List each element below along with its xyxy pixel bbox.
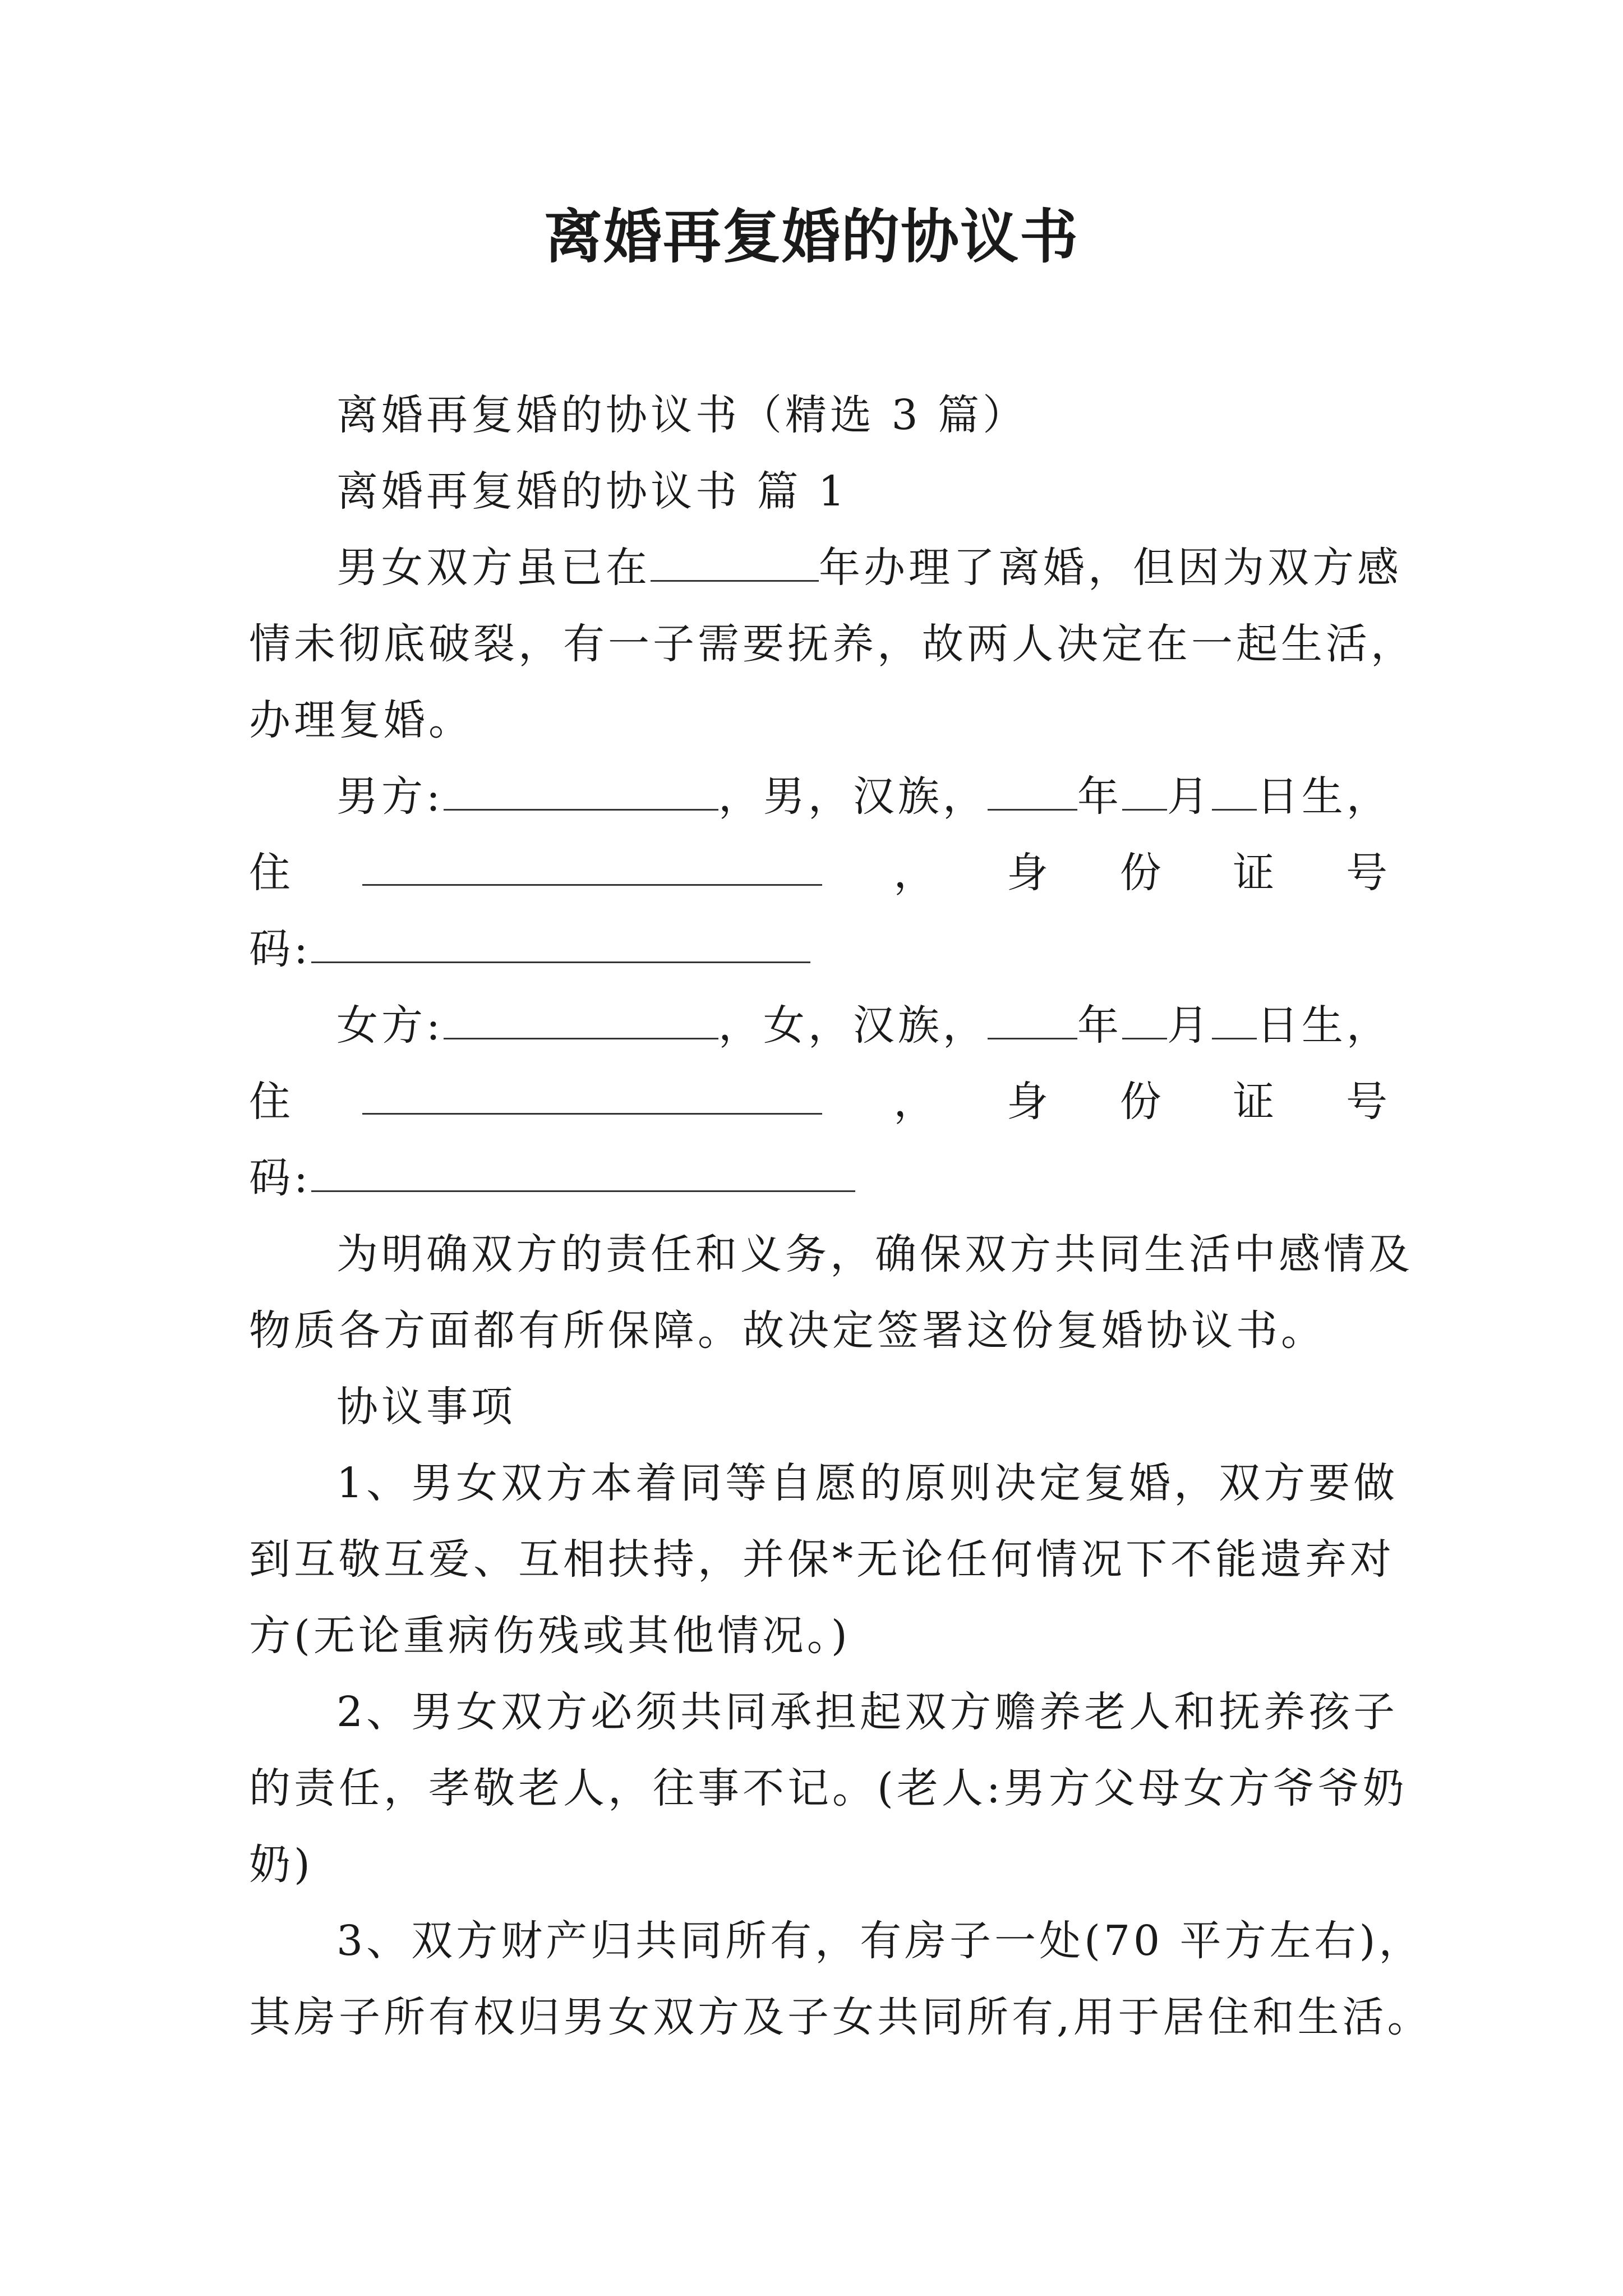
part-heading: 离婚再复婚的协议书 篇 1 [336, 467, 849, 516]
male-label: 男方: [336, 772, 444, 821]
male-birth-year-blank [988, 770, 1077, 811]
item3-line-1: 3、双方财产归共同所有，有房子一处(70 平方左右)， [336, 1917, 1424, 1965]
male-line-2 [249, 845, 1387, 901]
document-title: 离婚再复婚的协议书 [543, 202, 1079, 271]
male-name-blank [444, 770, 718, 811]
female-name-blank [444, 999, 718, 1039]
male-live-label: 住 [249, 849, 291, 897]
female-birth-day-blank [1212, 999, 1257, 1039]
male-comma: ， [893, 849, 935, 897]
item1-line-2: 到互敬互爱、互相扶持，并保*无论任何情况下不能遗弃对 [249, 1535, 1395, 1584]
female-code-label: 码: [249, 1154, 311, 1202]
divorce-year-blank [651, 541, 819, 582]
female-line-3 [249, 1150, 1387, 1206]
male-birth-day-blank [1212, 770, 1257, 811]
female-birth-year-blank [988, 999, 1077, 1039]
intro-text-b: 年办理了离婚，但因为双方感 [819, 544, 1402, 592]
male-line-3 [249, 921, 1387, 977]
female-month: 月 [1166, 1001, 1212, 1050]
intro-line-2: 情未彻底破裂，有一子需要抚养，故两人决定在一起生活， [249, 620, 1415, 668]
female-line-1 [336, 997, 1391, 1053]
female-id-blank [311, 1151, 855, 1192]
item1-line-1: 1、男女双方本着同等自愿的原则决定复婚，双方要做 [336, 1459, 1399, 1507]
selected-heading: 离婚再复婚的协议书（精选 3 篇） [336, 391, 1028, 439]
male-year: 年 [1077, 772, 1122, 821]
female-label: 女方: [336, 1001, 444, 1050]
item3-line-2: 其房子所有权归男女双方及子女共同所有,用于居住和生活。 [249, 1993, 1432, 2041]
item2-line-2: 的责任，孝敬老人，往事不记。(老人:男方父母女方爷爷奶 [249, 1764, 1408, 1812]
female-birth-month-blank [1122, 999, 1167, 1039]
item1-line-3: 方(无论重病伤残或其他情况。) [249, 1612, 851, 1660]
female-address-blank [362, 1074, 822, 1115]
item2-line-3: 奶) [249, 1841, 313, 1889]
male-code-label: 码: [249, 925, 311, 973]
female-day: 日生， [1256, 1001, 1391, 1050]
male-id-char-4: 号 [1345, 849, 1387, 897]
female-id-char-2: 份 [1119, 1078, 1161, 1126]
male-month: 月 [1166, 772, 1212, 821]
purpose-line-1: 为明确双方的责任和义务，确保双方共同生活中感情及 [336, 1230, 1413, 1278]
male-day: 日生， [1256, 772, 1391, 821]
item2-line-1: 2、男女双方必须共同承担起双方赡养老人和抚养孩子 [336, 1688, 1399, 1736]
female-mid: ，女，汉族， [718, 1001, 988, 1050]
male-id-char-1: 身 [1006, 849, 1048, 897]
male-id-blank [311, 922, 810, 963]
male-id-char-3: 证 [1233, 849, 1275, 897]
female-id-char-4: 号 [1345, 1078, 1387, 1126]
female-live-label: 住 [249, 1078, 291, 1126]
purpose-line-2: 物质各方面都有所保障。故决定签署这份复婚协议书。 [249, 1306, 1326, 1355]
intro-line-3: 办理复婚。 [249, 696, 473, 744]
female-comma: ， [893, 1078, 935, 1126]
female-id-char-3: 证 [1233, 1078, 1275, 1126]
male-mid: ，男，汉族， [718, 772, 988, 821]
female-id-char-1: 身 [1006, 1078, 1048, 1126]
male-birth-month-blank [1122, 770, 1167, 811]
male-address-blank [362, 845, 822, 886]
male-id-char-2: 份 [1119, 849, 1161, 897]
female-year: 年 [1077, 1001, 1122, 1050]
female-line-2 [249, 1074, 1387, 1130]
intro-line-1 [336, 540, 1402, 596]
intro-text-a: 男女双方虽已在 [336, 544, 651, 592]
male-line-1 [336, 769, 1391, 825]
items-heading: 协议事项 [336, 1383, 516, 1431]
